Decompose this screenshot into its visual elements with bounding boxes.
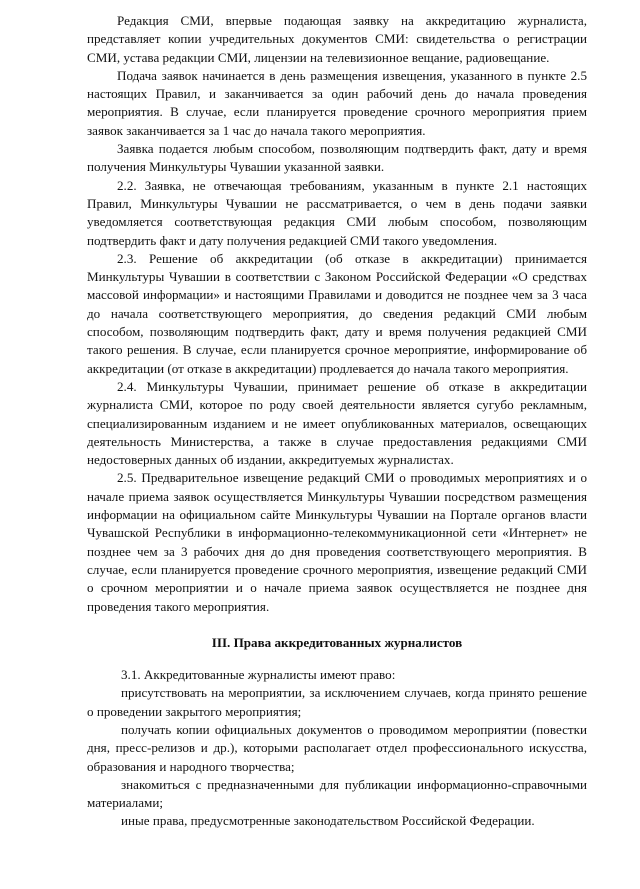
- paragraph-documents: Редакция СМИ, впервые подающая заявку на аккредитацию журналиста, представляет копии учредительных документов СМИ: свидетельства о регистрации СМИ, устава редакции СМИ, лицензии на телевизионное вещание, радиовещание.: [87, 13, 587, 65]
- paragraph-2-2: 2.2. Заявка, не отвечающая требованиям, указанным в пункте 2.1 настоящих Правил, Минкультуры Чувашии не рассматривается, о чем в день подачи заявки уведомляется соответствующая редакция СМИ любым способом, позволяющим подтвердить факт и дату получения редакцией СМИ такого уведомления.: [87, 177, 587, 248]
- document-page: [87, 12, 587, 831]
- paragraph-submission-method: Заявка подается любым способом, позволяющим подтвердить факт, дату и время получения Минкультуры Чувашии указанной заявки.: [87, 141, 587, 175]
- right-reference-materials: знакомиться с предназначенными для публикации информационно-справочными материалами;: [87, 776, 587, 811]
- paragraph-3-1: 3.1. Аккредитованные журналисты имеют право:: [121, 667, 396, 683]
- paragraph-submission-period: Подача заявок начинается в день размещения извещения, указанного в пункте 2.5 настоящих Правил, и заканчивается за один рабочий день до начала проведения мероприятия. В случае, если планируется проведение срочного мероприятия прием заявок заканчивается за 1 час до начала такого мероприятия.: [87, 67, 587, 138]
- paragraph-2-5: 2.5. Предварительное извещение редакций СМИ о проводимых мероприятиях и о начале приема заявок осуществляется Минкультуры Чувашии посредством размещения информации на официальном сайте Минкультуры Чувашии на Портале органов власти Чувашской Республики в информационно-телекоммуникационной сети «Интернет» не позднее чем за 3 рабочих дня до дня проведения соответствующего мероприятия. В случае, если планируется проведение срочного мероприятия, извещение редакций СМИ о срочном мероприятии и о начале приема заявок осуществляется не позднее дня проведения такого мероприятия.: [87, 470, 587, 614]
- section-heading: III. Права аккредитованных журналистов: [211, 634, 463, 650]
- right-copies: получать копии официальных документов о проводимом мероприятии (повестки дня, пресс-релизов и др.), которыми располагает отдел профессионального искусства, образования и народного творчества;: [87, 721, 587, 774]
- paragraph-2-4: 2.4. Минкультуры Чувашии, принимает решение об отказе в аккредитации журналиста СМИ, которое по роду своей деятельности является сугубо рекламным, специализированным изданием и не имеет опубликованных материалов, освещающих деятельность Министерства, а также в случае предоставления редакциями СМИ недостоверных данных об издании, аккредитуемых журналистах.: [87, 378, 587, 468]
- right-attend: присутствовать на мероприятии, за исключением случаев, когда принято решение о проведении закрытого мероприятия;: [87, 685, 587, 719]
- paragraph-2-3: 2.3. Решение об аккредитации (об отказе в аккредитации) принимается Минкультуры Чувашии в соответствии с Законом Российской Федерации «О средствах массовой информации» и настоящими Правилами и доводится не позднее чем за 3 часа до начала соответствующего мероприятия, до сведения редакций СМИ любым способом, позволяющим подтвердить факт, дату и время получения редакцией СМИ такого решения. В случае, если планируется срочное мероприятие, информирование об аккредитации (от отказе в аккредитации) продлевается до начала такого мероприятия.: [87, 250, 587, 376]
- right-other: иные права, предусмотренные законодательством Российской Федерации.: [121, 813, 535, 829]
